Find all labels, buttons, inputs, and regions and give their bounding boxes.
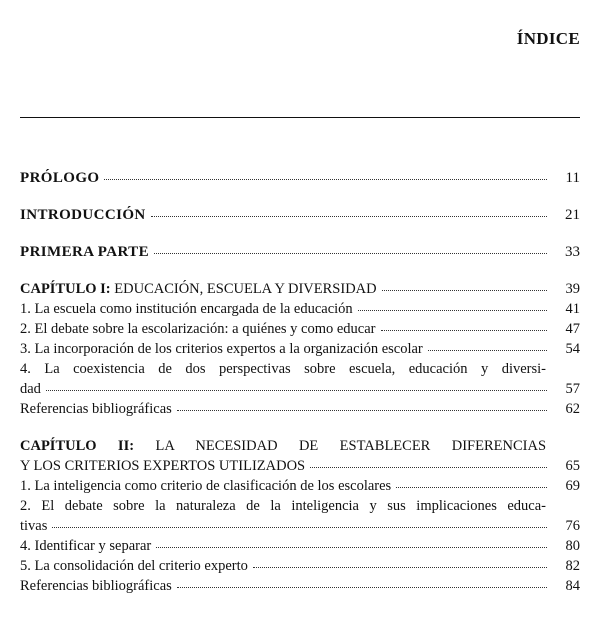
toc-item-label: Referencias bibliográficas [20, 401, 172, 417]
toc-entry-introduccion [20, 205, 580, 225]
toc-item-label: 1. La escuela como institución encargada de la educación [20, 301, 353, 317]
toc-item-label: 3. La incorporación de los criterios expertos a la organización escolar [20, 341, 423, 357]
page-number: 39 [565, 281, 580, 297]
page-number: 54 [565, 341, 580, 357]
toc-item-references [20, 399, 580, 419]
toc-chapter-2-line1 [20, 436, 580, 456]
toc-entry-prologo [20, 168, 580, 188]
page-number: 41 [565, 301, 580, 317]
page-number: 65 [565, 458, 580, 474]
page-number: 11 [565, 170, 580, 186]
toc-item [20, 556, 580, 576]
dot-leader [381, 326, 548, 331]
page-number: 33 [565, 244, 580, 260]
chapter-title: EDUCACIÓN, ESCUELA Y DIVERSIDAD [110, 281, 377, 297]
toc-chapter-2 [20, 456, 580, 476]
page-number: 76 [565, 518, 580, 534]
toc-item [20, 476, 580, 496]
dot-leader [151, 212, 547, 217]
toc-item-label: tivas [20, 518, 48, 534]
page-number: 69 [565, 478, 580, 494]
toc-item-line1: 2. El debate sobre la naturaleza de la inteligencia y sus implicaciones educa- [20, 498, 546, 514]
dot-leader [428, 346, 547, 351]
toc-chapter-1 [20, 279, 580, 299]
toc-item-references [20, 576, 580, 596]
dot-leader [154, 249, 547, 254]
dot-leader [52, 523, 547, 528]
toc-item [20, 299, 580, 319]
toc-item [20, 379, 580, 399]
toc-item [20, 536, 580, 556]
page-number: 47 [565, 321, 580, 337]
toc-entry-label: PRÓLOGO [20, 170, 100, 186]
toc-item-label: 1. La inteligencia como criterio de clasificación de los escolares [20, 478, 392, 494]
dot-leader [382, 286, 547, 291]
dot-leader [358, 306, 547, 311]
dot-leader [310, 463, 547, 468]
table-of-contents [20, 168, 580, 596]
chapter-title: LA NECESIDAD DE ESTABLECER DIFERENCIAS [134, 438, 547, 454]
toc-item-label: 5. La consolidación del criterio experto [20, 558, 248, 574]
dot-leader [177, 583, 547, 588]
dot-leader [177, 406, 547, 411]
toc-item [20, 516, 580, 536]
dot-leader [396, 483, 547, 488]
dot-leader [253, 563, 547, 568]
toc-item [20, 319, 580, 339]
page-number: 82 [565, 558, 580, 574]
chapter-title: Y LOS CRITERIOS EXPERTOS UTILIZADOS [20, 458, 306, 474]
toc-item-label: dad [20, 381, 41, 397]
toc-item-line1: 4. La coexistencia de dos perspectivas sobre escuela, educación y diversi- [20, 361, 546, 377]
dot-leader [46, 386, 547, 391]
dot-leader [104, 175, 547, 180]
toc-entry-label: INTRODUCCIÓN [20, 207, 146, 223]
page-number: 21 [565, 207, 580, 223]
toc-item [20, 339, 580, 359]
toc-item-label: Referencias bibliográficas [20, 578, 172, 594]
page-number: 57 [565, 381, 580, 397]
dot-leader [156, 543, 547, 548]
page-number: 80 [565, 538, 580, 554]
horizontal-divider [20, 117, 580, 118]
chapter-number: CAPÍTULO I: [20, 281, 111, 297]
page-number: 62 [565, 401, 580, 417]
toc-item-label: 2. El debate sobre la escolarización: a quiénes y como educar [20, 321, 376, 337]
toc-entry-label: PRIMERA PARTE [20, 244, 149, 260]
page-number: 84 [565, 578, 580, 594]
page-title: ÍNDICE [516, 29, 580, 48]
toc-item-label: 4. Identificar y separar [20, 538, 152, 554]
toc-entry-primera-parte [20, 242, 580, 262]
chapter-number: CAPÍTULO II: [20, 438, 135, 454]
